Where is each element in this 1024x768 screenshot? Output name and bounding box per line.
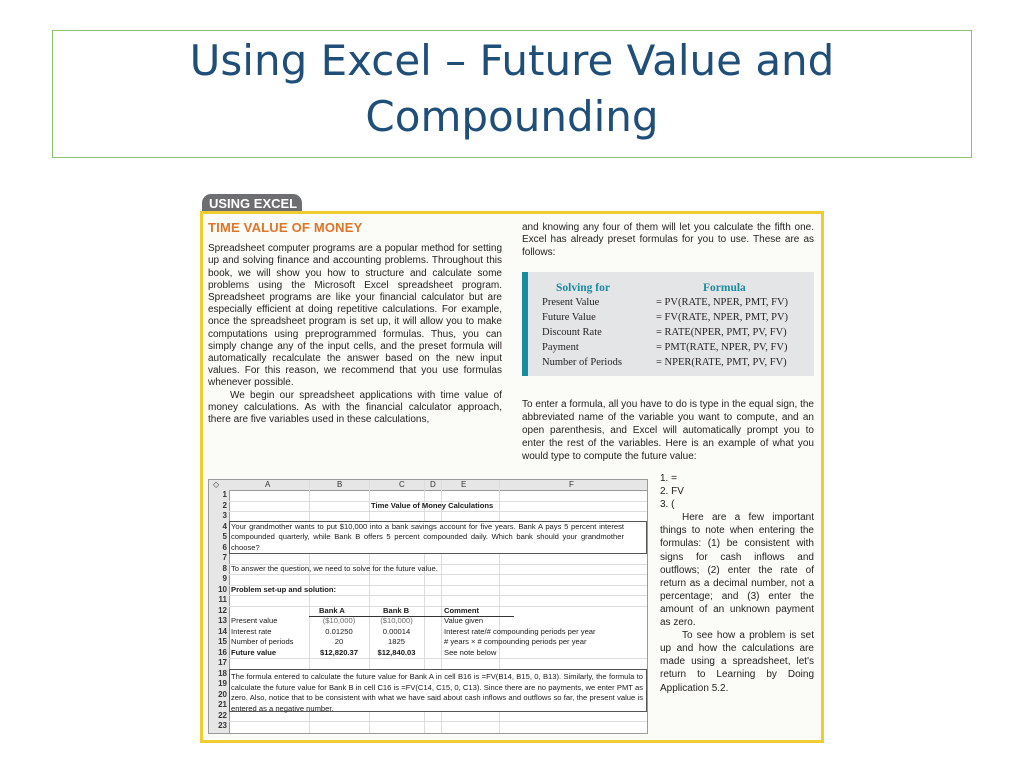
bank-b-value: ($10,000) (380, 616, 413, 625)
formula-row (542, 297, 788, 308)
gridline (229, 606, 647, 607)
problem-text: Your grandmother wants to put $10,000 into a bank savings account for five years. Bank A pays 5 percent interest compounded quarterly, while Bank B offers 5 percent compounded daily. Which bank should your grandmother choose? (231, 521, 624, 552)
using-excel-label: USING EXCEL (209, 196, 298, 211)
right-column-lower (522, 388, 814, 473)
row-number: 4 (222, 521, 227, 531)
left-paragraph-1: Spreadsheet computer programs are a popular method for setting up and solving finance and accounting problems. Throughout this book, we will show you how to structure and calculate some problems using the Microsoft Excel spreadsheet program. Spreadsheet programs are like your financial calculator but are especially efficient at doing repetitive calculations. For example, once the spreadsheet program is set up, it will allow you to make computations using preprogrammed formulas. Thus, you can simply change any of the input cells, and the preset formula will automatically recalculate the answer based on the new input values. For this reason, we recommend that you use formulas whenever possible. (208, 243, 502, 389)
formula-row-value: = PMT(RATE, NPER, PV, FV) (656, 342, 788, 353)
left-column (208, 222, 502, 426)
row-number: 11 (218, 595, 227, 604)
comment-value: # years × # compounding periods per year (444, 637, 587, 646)
row-number: 6 (222, 542, 227, 552)
spreadsheet (208, 479, 648, 734)
sheet-title: Time Value of Money Calculations (371, 501, 494, 510)
comment-header: Comment (444, 605, 480, 615)
left-paragraph-2: We begin our spreadsheet applications with time value of money calculations. As with the financial calculator approach, there are five variables used in these calculations, (208, 389, 502, 426)
formula-row-value: = PV(RATE, NPER, PMT, FV) (656, 297, 789, 308)
row-number: 12 (218, 605, 227, 615)
note-text: The formula entered to calculate the future value for Bank A in cell B16 is =FV(B14, B15, 0, B13). Similarly, the formula to calculate the future value for Bank B in cell C16 is =FV(C14, C15, 0, C13). Since there are no payments, we enter PMT as zero. Also, notice that to be consistent with what we have said about cash inflows and outflows so far, the present value is entered as a negative number. (231, 672, 643, 713)
row-number: 17 (218, 658, 227, 667)
gridline (229, 595, 647, 596)
section-heading: TIME VALUE OF MONEY (208, 220, 363, 235)
row-number: 3 (222, 511, 227, 520)
row-number: 22 (218, 710, 227, 720)
column-header: A (265, 480, 271, 489)
list-item: 3. ( (660, 499, 675, 511)
right-column-intro (522, 222, 814, 259)
comment-value: See note below (444, 647, 497, 657)
bank-b-value: 1825 (388, 637, 405, 646)
row-number: 13 (218, 616, 227, 625)
row-number: 18 (218, 668, 227, 678)
row-number: 2 (222, 500, 227, 510)
row-number: 1 (222, 490, 227, 499)
bank-a-header: Bank A (319, 605, 345, 615)
formula-row (542, 357, 787, 368)
formula-row-label: Present Value (542, 297, 600, 308)
row-number: 23 (218, 721, 227, 730)
formula-row-label: Discount Rate (542, 327, 602, 338)
bank-b-value: 0.00014 (382, 626, 411, 636)
formula-row-value: = RATE(NPER, PMT, PV, FV) (656, 327, 787, 338)
row-number: 5 (222, 532, 227, 541)
setup-label: Problem set-up and solution: (231, 584, 337, 594)
row-number: 10 (218, 584, 227, 594)
bank-b-header: Bank B (383, 605, 410, 615)
right-paragraph-2: To enter a formula, all you have to do is type in the equal sign, the abbreviated name of the variable you want to compute, and an open parenthesis, and Excel will automatically prompt you to enter the rest of the variables. Here is an example of what you would type to compute the future value: (522, 399, 814, 462)
column-header: E (461, 480, 467, 489)
row-number: 15 (218, 637, 227, 646)
formula-header-solving: Solving for (556, 282, 610, 294)
right-notes-column (660, 472, 814, 695)
answer-intro: To answer the question, we need to solve for the future value. (231, 563, 438, 573)
bank-a-value: ($10,000) (322, 616, 356, 625)
notes-paragraph-2: To see how a problem is set up and how the calculations are made using a spreadsheet, let's return to Learning by Doing Application 5.2. (660, 630, 814, 694)
right-paragraph-1: and knowing any four of them will let you calculate the fifth one. Excel has already preset formulas for you to use. These are as follows: (522, 222, 814, 258)
bank-a-value: 0.01250 (325, 626, 353, 636)
row-number: 16 (218, 647, 227, 657)
bank-a-value: $12,820.37 (319, 647, 358, 657)
row-label: Number of periods (231, 637, 294, 646)
column-header: C (399, 480, 405, 489)
column-header: F (569, 480, 574, 489)
row-number: 19 (218, 679, 227, 688)
row-number: 8 (222, 563, 227, 573)
slide-title-box (52, 30, 972, 158)
row-number: 7 (222, 553, 227, 562)
formula-row (542, 327, 787, 338)
list-item: 2. FV (660, 486, 684, 498)
formula-row-label: Payment (542, 342, 579, 353)
formula-row (542, 312, 788, 323)
column-header-bar (209, 480, 647, 491)
formula-table-accent-bar (522, 272, 528, 376)
formula-row (542, 342, 787, 353)
notes-paragraph-1: Here are a few important things to note when entering the formulas: (1) be consistent with signs for cash inflows and outflows; (2) enter the rate of return as a decimal number, not a percentage; and (3) enter the amount of an unknown payment as zero. (660, 512, 814, 629)
bank-b-value: $12,840.03 (377, 647, 416, 657)
formula-row-value: = FV(RATE, NPER, PMT, PV) (656, 312, 789, 323)
comment-value: Value given (444, 616, 484, 625)
formula-row-label: Future Value (542, 312, 596, 323)
gridline (229, 574, 647, 575)
formula-row-value: = NPER(RATE, PMT, PV, FV) (656, 357, 787, 368)
row-label: Interest rate (231, 626, 272, 636)
row-number: 14 (218, 626, 227, 636)
gridline (229, 721, 647, 722)
bank-a-value: 20 (334, 637, 344, 646)
row-label: Present value (231, 616, 278, 625)
list-item: 1. = (660, 473, 677, 484)
column-header: D (430, 480, 436, 489)
formula-table (522, 272, 814, 376)
comment-value: Interest rate/# compounding periods per year (444, 626, 596, 636)
column-header: B (337, 480, 343, 489)
row-number: 21 (218, 700, 227, 709)
formula-row-label: Number of Periods (542, 357, 622, 368)
row-number: 20 (218, 689, 227, 699)
gridline (229, 658, 647, 659)
corner-icon: ◇ (213, 480, 220, 489)
formula-header-formula: Formula (703, 282, 746, 294)
slide-title: Using Excel – Future Value and Compounding (189, 36, 835, 141)
row-number: 9 (222, 574, 227, 583)
row-label: Future value (231, 647, 277, 657)
